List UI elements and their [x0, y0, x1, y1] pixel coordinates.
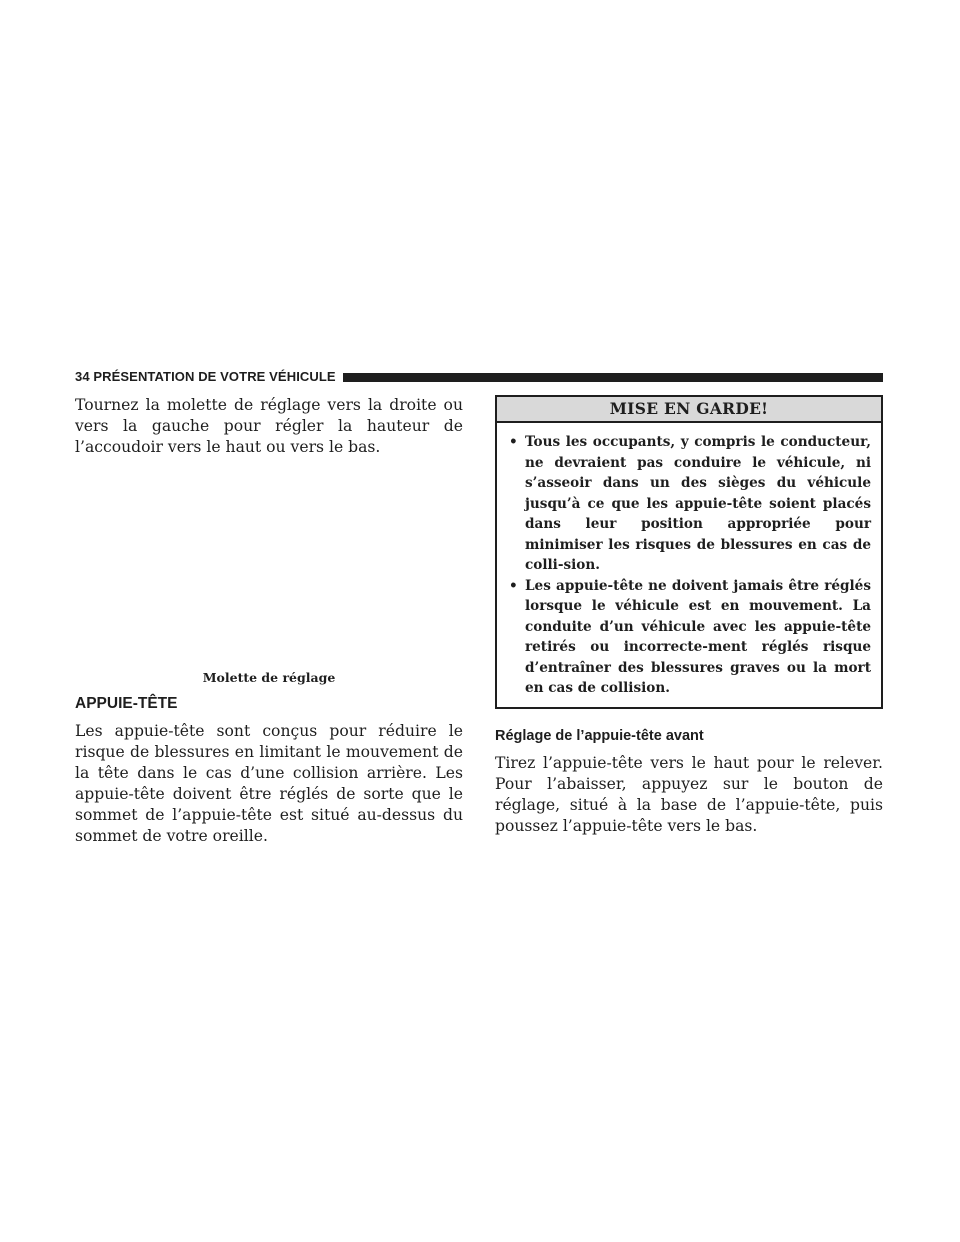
- left-column: [75, 395, 463, 847]
- figure-caption: Molette de réglage: [202, 670, 336, 685]
- figure-area: [75, 458, 463, 686]
- warning-item-text: Tous les occupants, y compris le conducteur, ne devraient pas conduire le véhicule, ni s’asseoir dans un des sièges du véhicule jusqu’à ce que les appuie-tête soient placés dans leur position appropriée pour minimiser les risques de blessures en cas de colli-sion.: [525, 434, 871, 573]
- warning-box: [495, 395, 883, 709]
- page-header: [75, 368, 883, 386]
- section-title: APPUIE-TÊTE: [75, 695, 178, 712]
- header-rule: [343, 373, 883, 382]
- right-column: [495, 395, 883, 837]
- page-number-and-chapter: 34 PRÉSENTATION DE VOTRE VÉHICULE: [75, 369, 336, 384]
- warning-list: [497, 423, 881, 707]
- section-paragraph: Les appuie-tête sont conçus pour réduire le risque de blessures en limitant le mouvement de la tête dans le cas d’une collision arrière. Les appuie-tête doivent être réglés de sorte que le sommet de l’appuie-tête est situé au-dessus du sommet de votre oreille.: [75, 722, 463, 845]
- warning-item-text: Les appuie-tête ne doivent jamais être réglés lorsque le véhicule est en mouvement. La conduite d’un véhicule avec les appuie-tête retirés ou incorrecte-ment réglés risque d’entraîner des blessures graves ou la mort en cas de collision.: [525, 577, 871, 696]
- subsection-paragraph: Tirez l’appuie-tête vers le haut pour le relever. Pour l’abaisser, appuyez sur le bouton de réglage, situé à la base de l’appuie-tête, puis poussez l’appuie-tête vers le bas.: [495, 753, 883, 835]
- bullet-icon: •: [509, 434, 518, 450]
- intro-paragraph: Tournez la molette de réglage vers la droite ou vers la gauche pour régler la hauteur de l’accoudoir vers le haut ou vers le bas.: [75, 396, 463, 456]
- subsection-title: Réglage de l’appuie-tête avant: [495, 727, 704, 744]
- bullet-icon: •: [509, 577, 518, 594]
- warning-item: [507, 432, 871, 576]
- warning-item: [507, 576, 871, 699]
- warning-title: MISE EN GARDE!: [497, 397, 881, 423]
